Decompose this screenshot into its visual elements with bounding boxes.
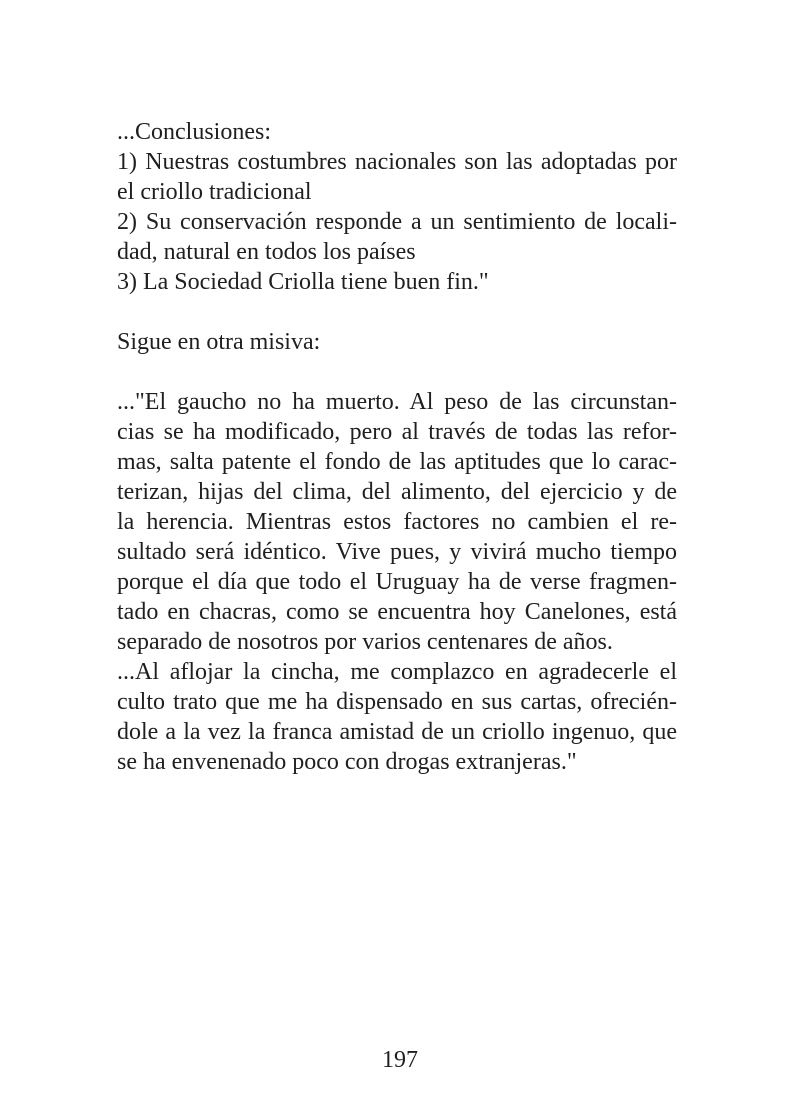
text-line: tado en chacras, como se encuentra hoy Canelones, está [117, 599, 677, 625]
text-line: dole a la vez la franca amistad de un criollo ingenuo, que [117, 719, 677, 745]
paragraph-gap [117, 357, 677, 387]
text-line: la herencia. Mientras estos factores no cambien el re- [117, 509, 677, 535]
text-line: ...Al aflojar la cincha, me complazco en agradecerle el [117, 659, 677, 685]
text-line: el criollo tradicional [117, 179, 312, 205]
text-line: se ha envenenado poco con drogas extranjeras." [117, 749, 577, 775]
text-line: terizan, hijas del clima, del alimento, del ejercicio y de [117, 479, 677, 505]
text-line: cias se ha modificado, pero al través de todas las refor- [117, 419, 677, 445]
text-line: sultado será idéntico. Vive pues, y vivirá mucho tiempo [117, 539, 677, 565]
text-line: 1) Nuestras costumbres nacionales son las adoptadas por [117, 149, 677, 175]
text-line: dad, natural en todos los países [117, 239, 416, 265]
text-line: 3) La Sociedad Criolla tiene buen fin." [117, 269, 489, 295]
paragraph-gap [117, 297, 677, 327]
text-line: porque el día que todo el Uruguay ha de verse fragmen- [117, 569, 677, 595]
text-line: mas, salta patente el fondo de las aptitudes que lo carac- [117, 449, 677, 475]
text-line: separado de nosotros por varios centenares de años. [117, 629, 613, 655]
text-line: 2) Su conservación responde a un sentimiento de locali- [117, 209, 677, 235]
text-line: Sigue en otra misiva: [117, 329, 321, 355]
text-line: ...Conclusiones: [117, 119, 271, 145]
page-number: 197 [382, 1047, 418, 1073]
text-line: culto trato que me ha dispensado en sus cartas, ofrecién- [117, 689, 677, 715]
page-body [117, 117, 677, 777]
text-line: ..."El gaucho no ha muerto. Al peso de las circunstan- [117, 389, 677, 415]
